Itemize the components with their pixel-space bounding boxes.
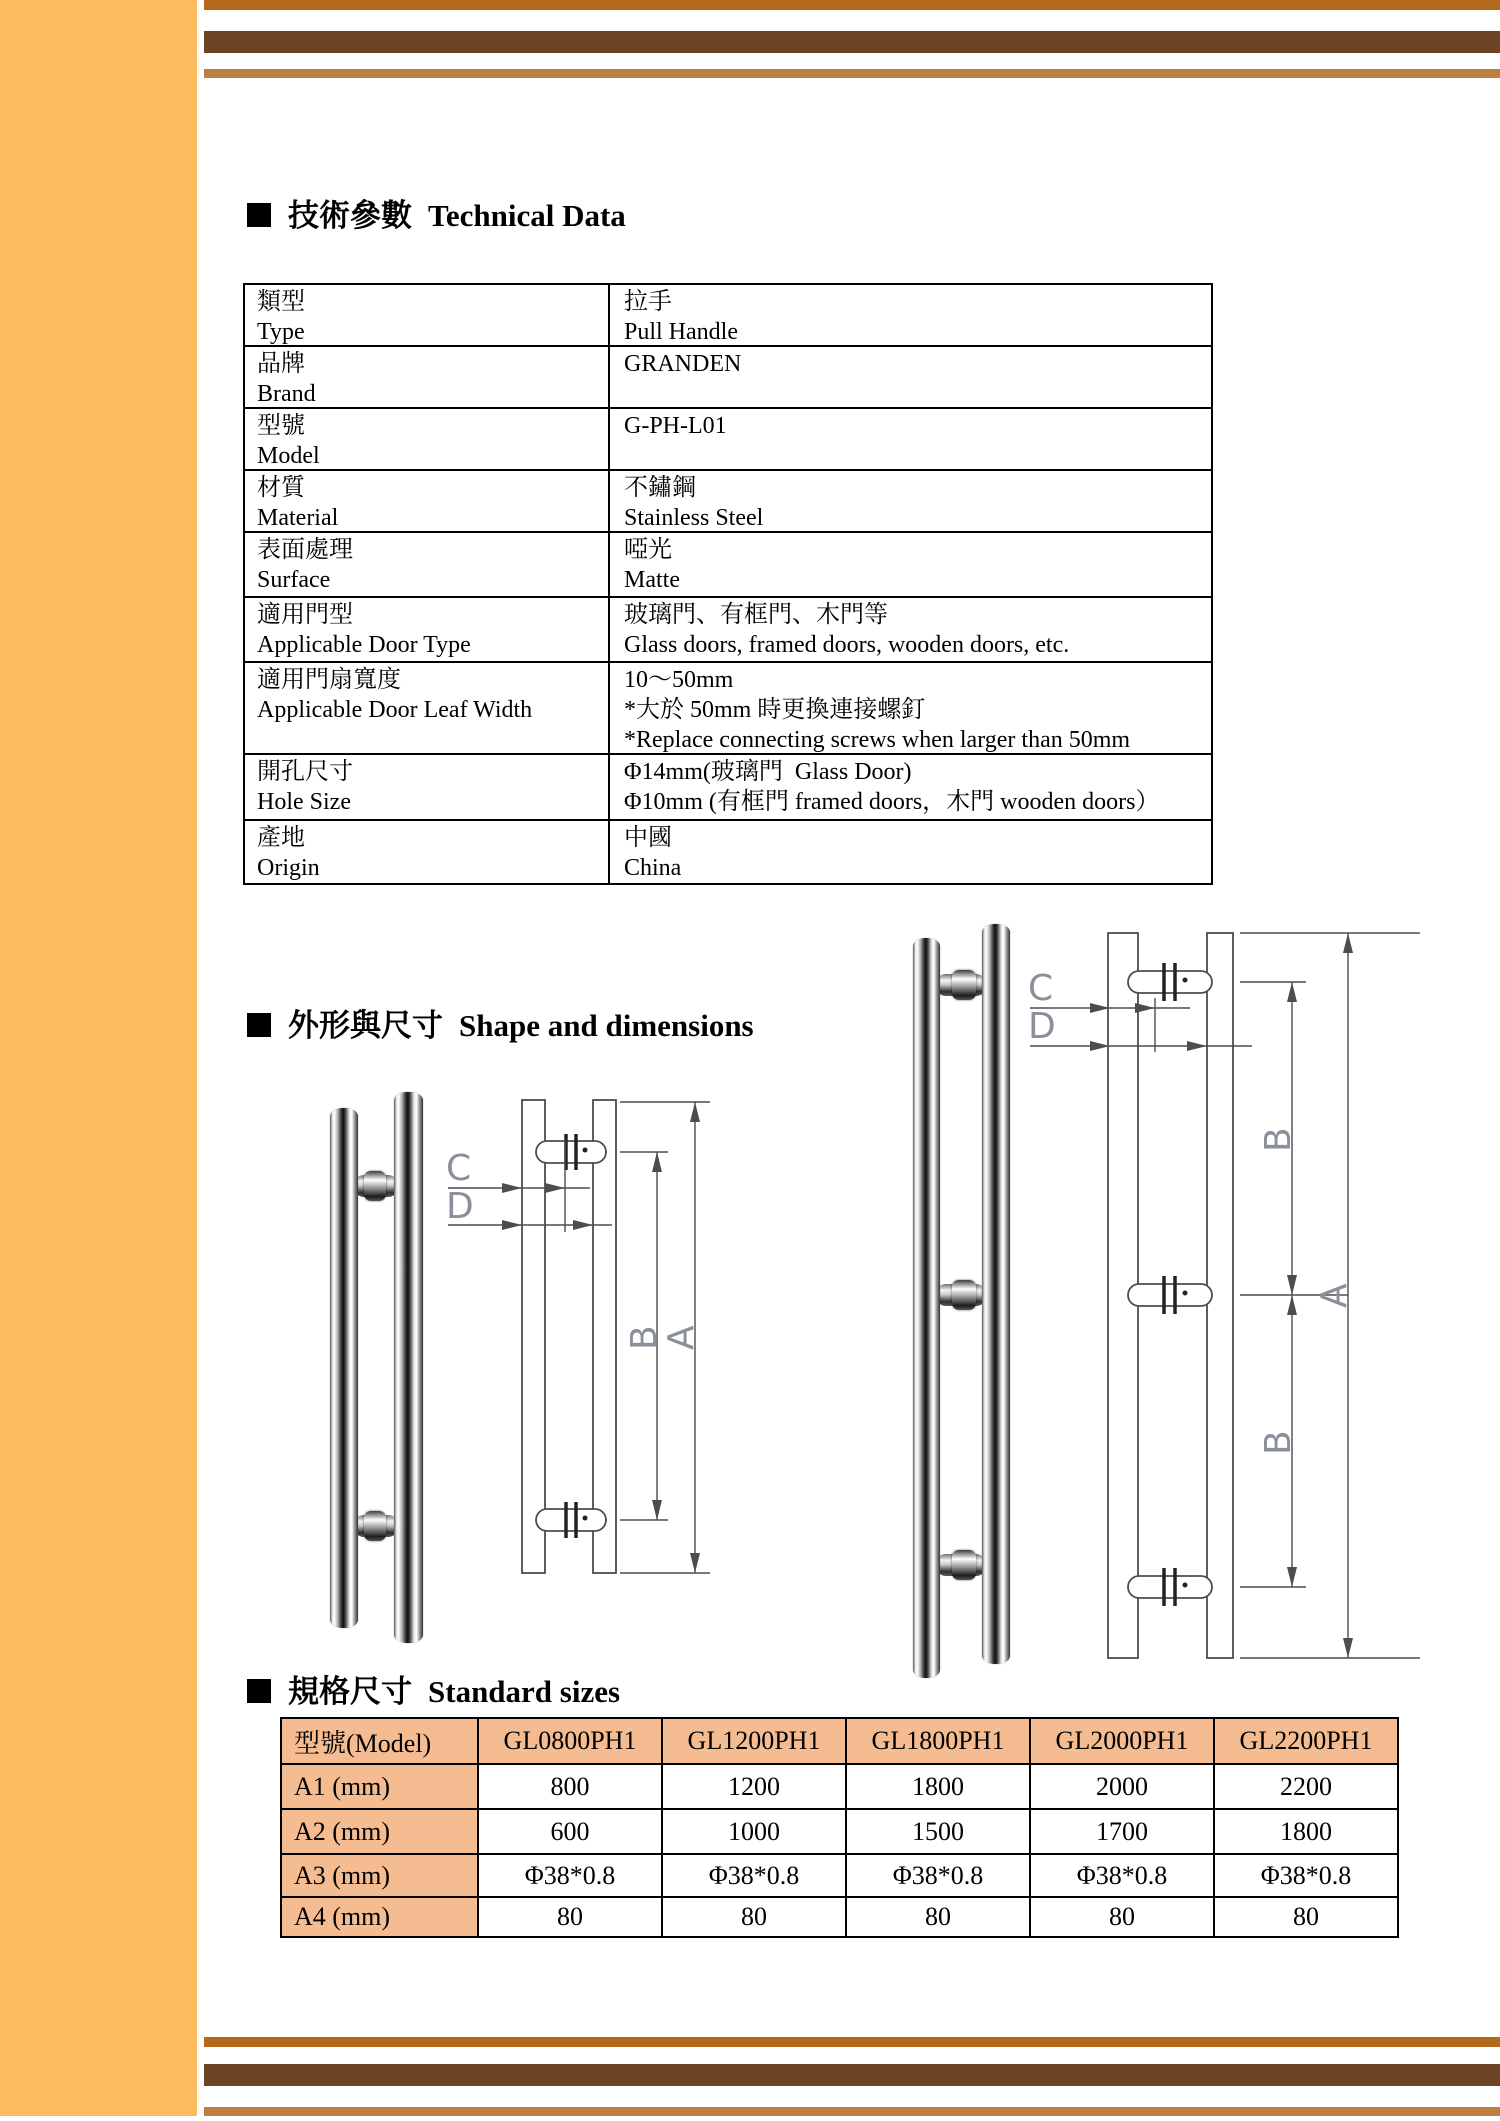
sizes-value: Φ38*0.8 xyxy=(845,1853,1029,1896)
table-row xyxy=(245,345,1211,407)
sizes-value: 80 xyxy=(661,1896,845,1936)
table-row xyxy=(245,531,1211,596)
row-value: 10～50mm xyxy=(624,667,734,693)
title-en: Shape and dimensions xyxy=(459,1008,754,1043)
table-row xyxy=(245,596,1211,661)
sizes-value: Φ38*0.8 xyxy=(661,1853,845,1896)
row-label-en: Type xyxy=(257,319,305,345)
bracket-ring xyxy=(364,1511,386,1541)
bullet-square-icon xyxy=(247,203,271,227)
row-value: Pull Handle xyxy=(624,319,738,345)
row-label-en: Applicable Door Leaf Width xyxy=(257,697,533,723)
row-label-en: Hole Size xyxy=(257,789,351,815)
row-value: Φ14mm(玻璃門 Glass Door) xyxy=(624,759,912,785)
bottom-stripe-thin xyxy=(204,2037,1500,2047)
sizes-header-cell: GL0800PH1 xyxy=(477,1719,661,1763)
sizes-value: 800 xyxy=(477,1763,661,1808)
dimension-arrows xyxy=(1090,933,1353,1658)
section-title-text xyxy=(288,1006,754,1046)
sizes-value: Φ38*0.8 xyxy=(1213,1853,1397,1896)
sizes-header-cell: GL2000PH1 xyxy=(1029,1719,1213,1763)
bullet-square-icon xyxy=(247,1679,271,1703)
row-value: Glass doors, framed doors, wooden doors, etc. xyxy=(624,632,1070,658)
row-label-en: Material xyxy=(257,505,339,531)
bracket-ring xyxy=(364,1171,386,1201)
sizes-value: 2200 xyxy=(1213,1763,1397,1808)
bracket-ring xyxy=(952,1280,976,1310)
bottom-stripe-medium xyxy=(204,2107,1500,2116)
sizes-header-cell: GL2200PH1 xyxy=(1213,1719,1397,1763)
dim-label-b: B xyxy=(624,1325,665,1350)
row-label-zh: 類型 xyxy=(257,289,305,315)
row-value: *大於 50mm 時更換連接螺釘 xyxy=(624,697,926,723)
long-handle-drawing xyxy=(1028,933,1420,1658)
handle-photo-long xyxy=(905,923,1015,1680)
row-label-zh: 型號 xyxy=(257,413,305,439)
bracket-ring xyxy=(952,1550,976,1580)
sizes-value: Φ38*0.8 xyxy=(1029,1853,1213,1896)
sizes-header-cell: GL1800PH1 xyxy=(845,1719,1029,1763)
title-en: Standard sizes xyxy=(428,1674,621,1709)
top-stripe-thin xyxy=(204,0,1500,10)
row-value: 啞光 xyxy=(624,537,672,563)
row-value: Φ10mm (有框門 framed doors，木門 wooden doors） xyxy=(624,789,1160,815)
sizes-value: 1500 xyxy=(845,1808,1029,1853)
dimension-arrows xyxy=(502,1102,700,1573)
row-label-zh: 適用門扇寬度 xyxy=(257,667,401,693)
section-title-text xyxy=(288,1672,620,1712)
row-label-zh: 品牌 xyxy=(257,351,305,377)
title-zh: 規格尺寸 xyxy=(288,1674,412,1709)
dim-label-b: B xyxy=(1258,1430,1299,1455)
row-label-zh: 適用門型 xyxy=(257,602,353,628)
dim-label-d: D xyxy=(1028,1006,1056,1047)
table-row xyxy=(245,819,1211,883)
row-label-en: Surface xyxy=(257,567,331,593)
row-value: Matte xyxy=(624,567,680,593)
row-label-zh: 開孔尺寸 xyxy=(257,759,353,785)
handle-photo-short xyxy=(327,1092,427,1644)
title-en: Technical Data xyxy=(428,198,626,233)
sizes-row-label: A1 (mm) xyxy=(282,1763,477,1808)
sizes-header-model: 型號(Model) xyxy=(282,1719,477,1763)
bottom-stripe-thick xyxy=(204,2064,1500,2086)
top-stripe-medium xyxy=(204,69,1500,78)
short-handle-drawing xyxy=(446,1100,710,1573)
row-value: 玻璃門、有框門、木門等 xyxy=(624,602,888,628)
sizes-value: 1700 xyxy=(1029,1808,1213,1853)
row-value: *Replace connecting screws when larger than 50mm xyxy=(624,727,1131,753)
table-row xyxy=(245,469,1211,531)
handle-tube-rear xyxy=(913,938,940,1678)
row-label-zh: 材質 xyxy=(257,475,305,501)
sizes-value: 80 xyxy=(845,1896,1029,1936)
table-row xyxy=(245,661,1211,753)
sizes-value: 1800 xyxy=(1213,1808,1397,1853)
row-label-zh: 表面處理 xyxy=(257,537,353,563)
sizes-row-label: A3 (mm) xyxy=(282,1853,477,1896)
bullet-square-icon xyxy=(247,1013,271,1037)
row-value: China xyxy=(624,855,682,881)
table-row xyxy=(245,407,1211,469)
sizes-row-label: A2 (mm) xyxy=(282,1808,477,1853)
row-label-en: Applicable Door Type xyxy=(257,632,471,658)
row-label-zh: 產地 xyxy=(257,825,305,851)
sizes-value: 1000 xyxy=(661,1808,845,1853)
dim-label-c: C xyxy=(446,1148,472,1189)
section-title-text xyxy=(288,196,626,236)
sizes-value: 1200 xyxy=(661,1763,845,1808)
row-value: Stainless Steel xyxy=(624,505,764,531)
handle-tube-front xyxy=(982,924,1010,1664)
sizes-value: 80 xyxy=(1213,1896,1397,1936)
title-zh: 技術參數 xyxy=(288,198,412,233)
row-label-en: Brand xyxy=(257,381,316,407)
row-value: 中國 xyxy=(624,825,672,851)
dim-label-c: C xyxy=(1028,968,1054,1009)
bracket-ring xyxy=(952,970,976,1000)
sizes-value: 80 xyxy=(477,1896,661,1936)
sizes-row-label: A4 (mm) xyxy=(282,1896,477,1936)
dim-label-b: B xyxy=(1258,1127,1299,1152)
title-zh: 外形與尺寸 xyxy=(288,1008,443,1043)
technical-data-table xyxy=(243,283,1213,885)
standard-sizes-table xyxy=(280,1717,1399,1938)
sizes-value: 1800 xyxy=(845,1763,1029,1808)
row-value: 不鏽鋼 xyxy=(624,475,696,501)
sizes-value: 600 xyxy=(477,1808,661,1853)
row-label-en: Origin xyxy=(257,855,320,881)
handle-tube-front xyxy=(394,1092,423,1643)
table-row xyxy=(245,285,1211,345)
row-label-en: Model xyxy=(257,443,320,469)
dim-label-a: A xyxy=(661,1325,702,1350)
row-value: GRANDEN xyxy=(624,351,742,377)
dim-label-a: A xyxy=(1314,1283,1355,1308)
handle-tube-rear xyxy=(330,1108,358,1628)
sizes-value: 2000 xyxy=(1029,1763,1213,1808)
sizes-value: 80 xyxy=(1029,1896,1213,1936)
row-value: G-PH-L01 xyxy=(624,413,727,439)
sizes-header-cell: GL1200PH1 xyxy=(661,1719,845,1763)
dim-label-d: D xyxy=(446,1186,474,1227)
row-value: 拉手 xyxy=(624,289,672,315)
left-accent-sidebar xyxy=(0,0,197,2116)
table-row xyxy=(245,753,1211,819)
sizes-value: Φ38*0.8 xyxy=(477,1853,661,1896)
top-stripe-thick xyxy=(204,31,1500,53)
